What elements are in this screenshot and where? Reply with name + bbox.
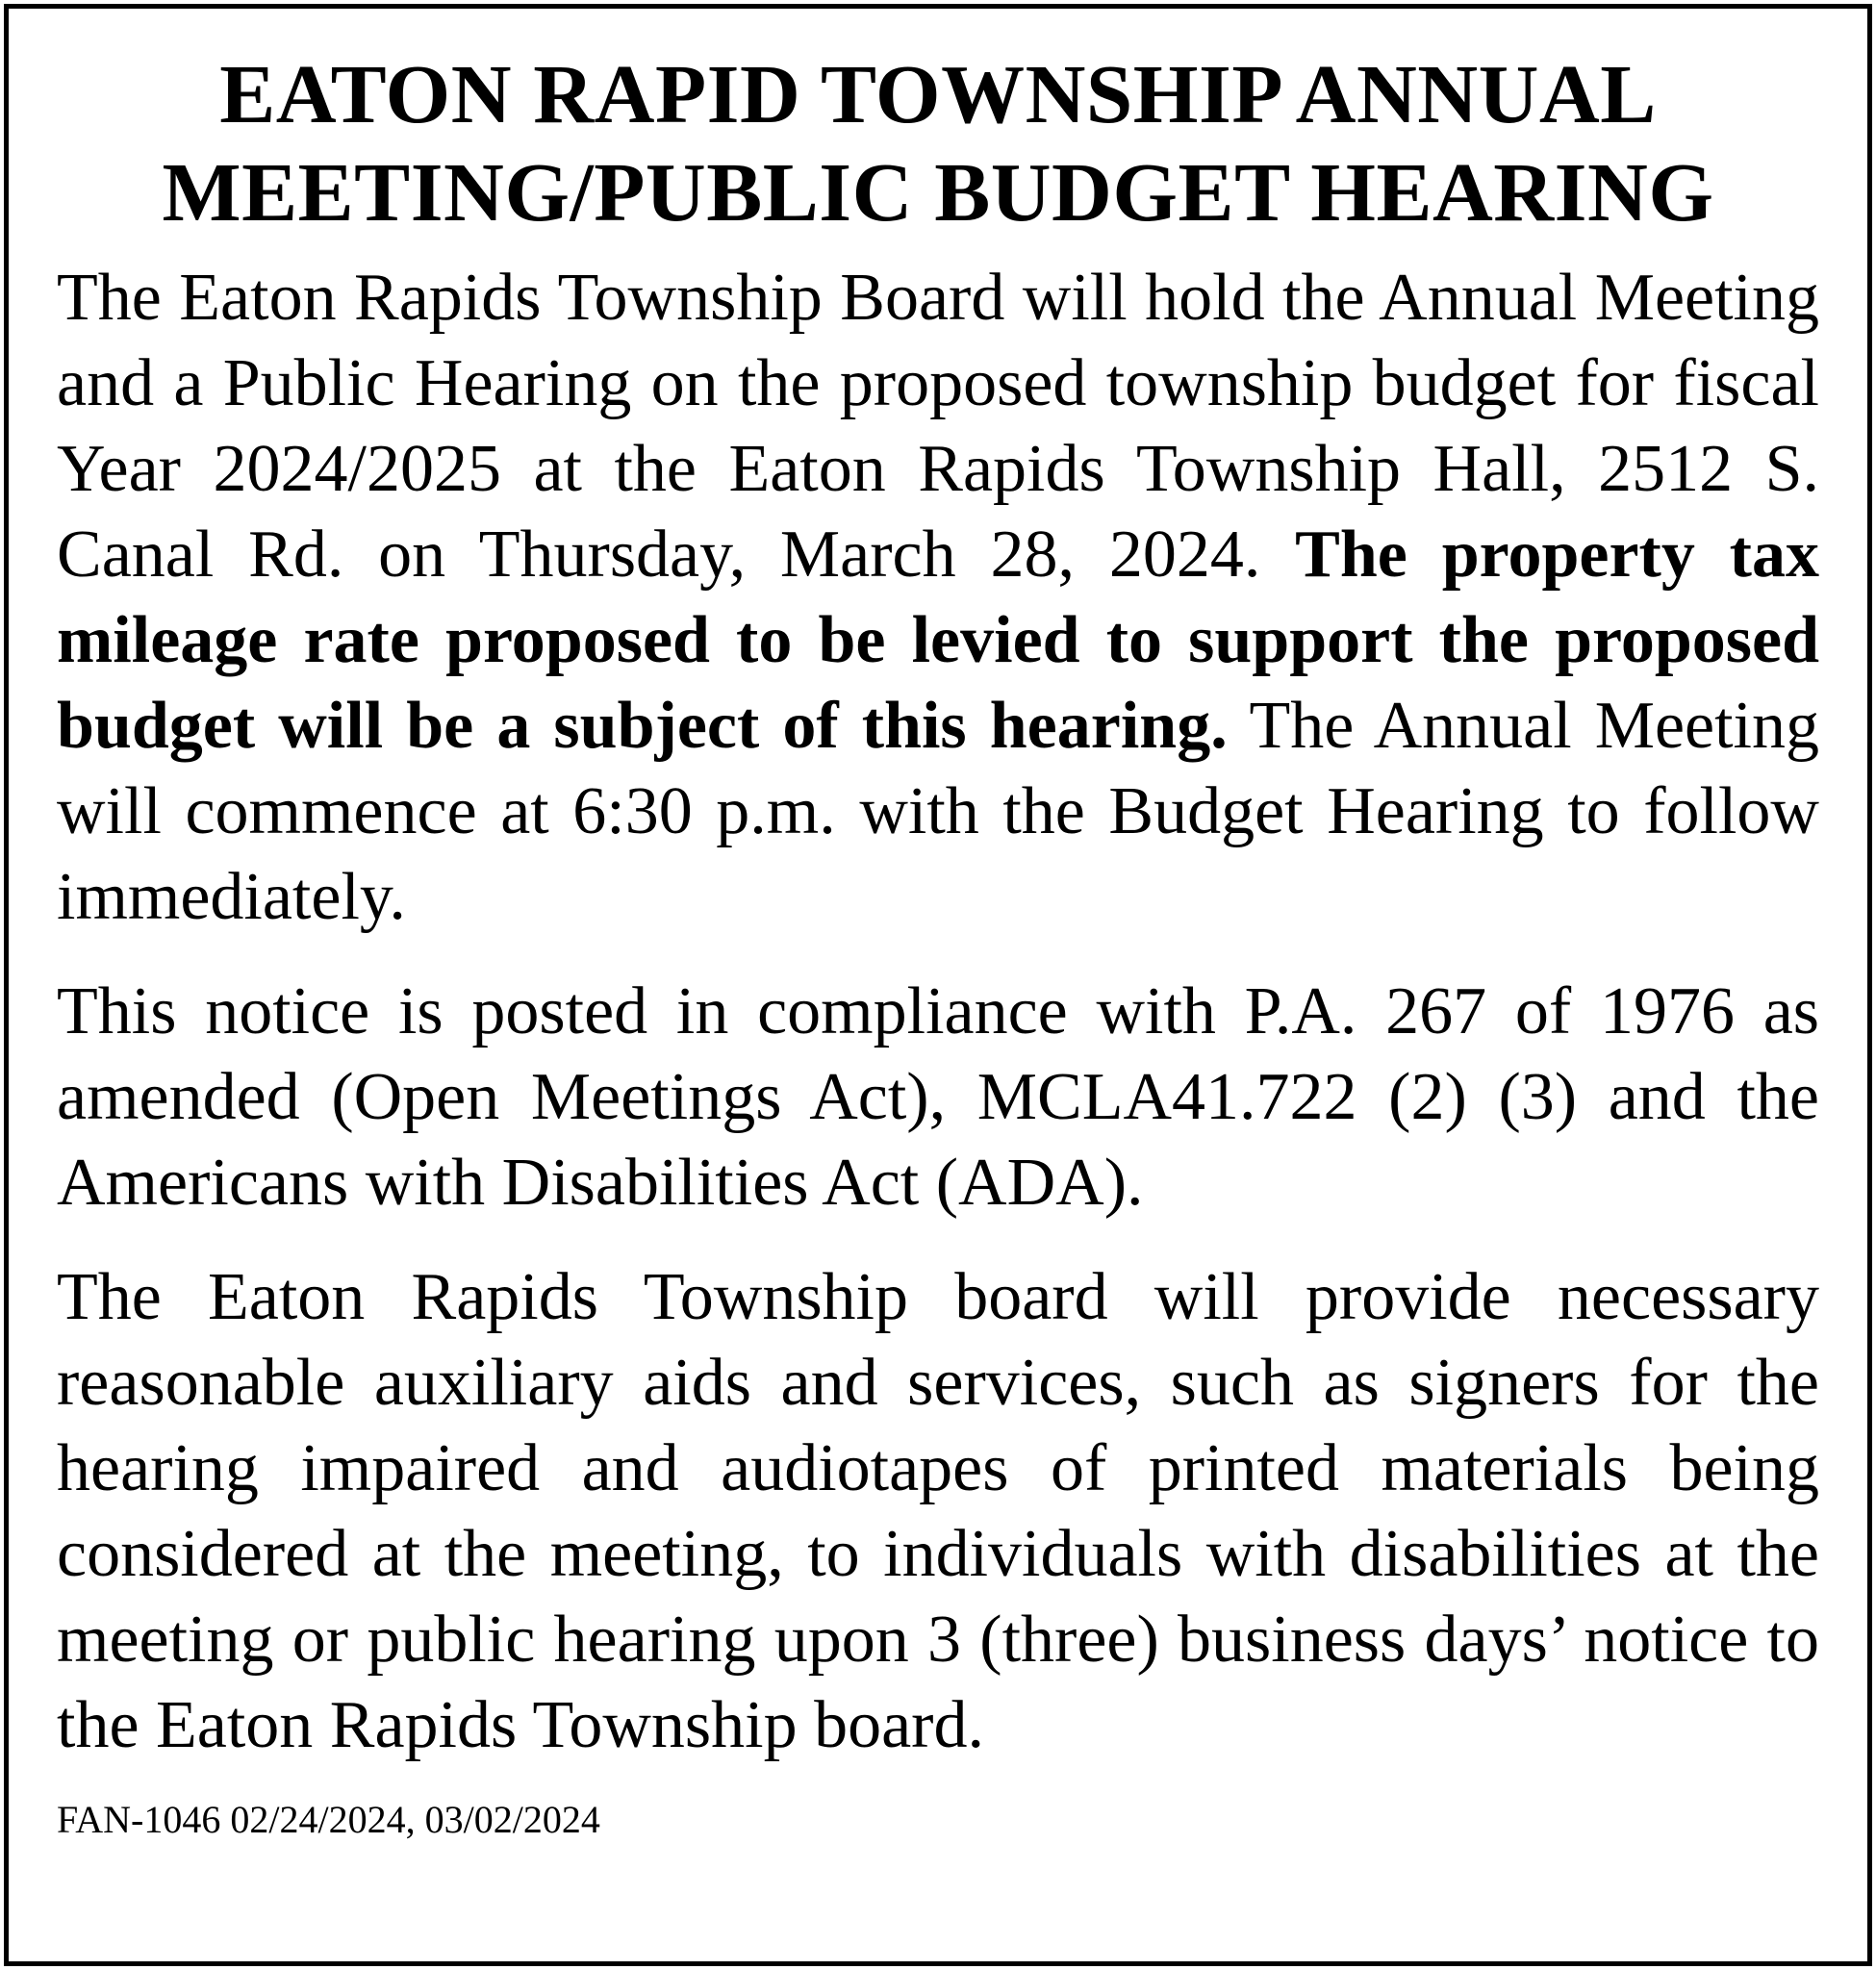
notice-title-line-1: EATON RAPID TOWNSHIP ANNUAL [219,47,1657,140]
tax-mileage-statement: The property tax mileage rate proposed to be levied to support the proposed budget will be a subject of this hearing. [57,518,1819,763]
publication-reference: FAN-1046 02/24/2024, 03/02/2024 [57,1798,600,1841]
public-notice [4,4,1872,1966]
meeting-announcement-outro: The Annual Meeting will commence at 6:30 p.m. with the Budget Hearing to follow immediately. [57,689,1819,934]
meeting-announcement-paragraph [57,255,1819,940]
notice-title-line-2: MEETING/PUBLIC BUDGET HEARING [162,145,1714,239]
notice-title [57,45,1819,241]
compliance-paragraph: This notice is posted in compliance with P.A. 267 of 1976 as amended (Open Meetings Act), MCLA41.722 (2) (3) and the Americans with Disabilities Act (ADA). [57,974,1819,1220]
meeting-announcement-intro: The Eaton Rapids Township Board will hold the Annual Meeting and a Public Hearing on the proposed township budget for fiscal Year 2024/2025 at the Eaton Rapids Township Hall, 2512 S. Canal Rd. on Thursday, March 28, 2024. [57,261,1819,592]
accessibility-paragraph: The Eaton Rapids Township board will provide necessary reasonable auxiliary aids and services, such as signers for the hearing impaired and audiotapes of printed materials being considered at the meeting, to individuals with disabilities at the meeting or public hearing upon 3 (three) business days’ notice to the Eaton Rapids Township board. [57,1260,1819,1762]
